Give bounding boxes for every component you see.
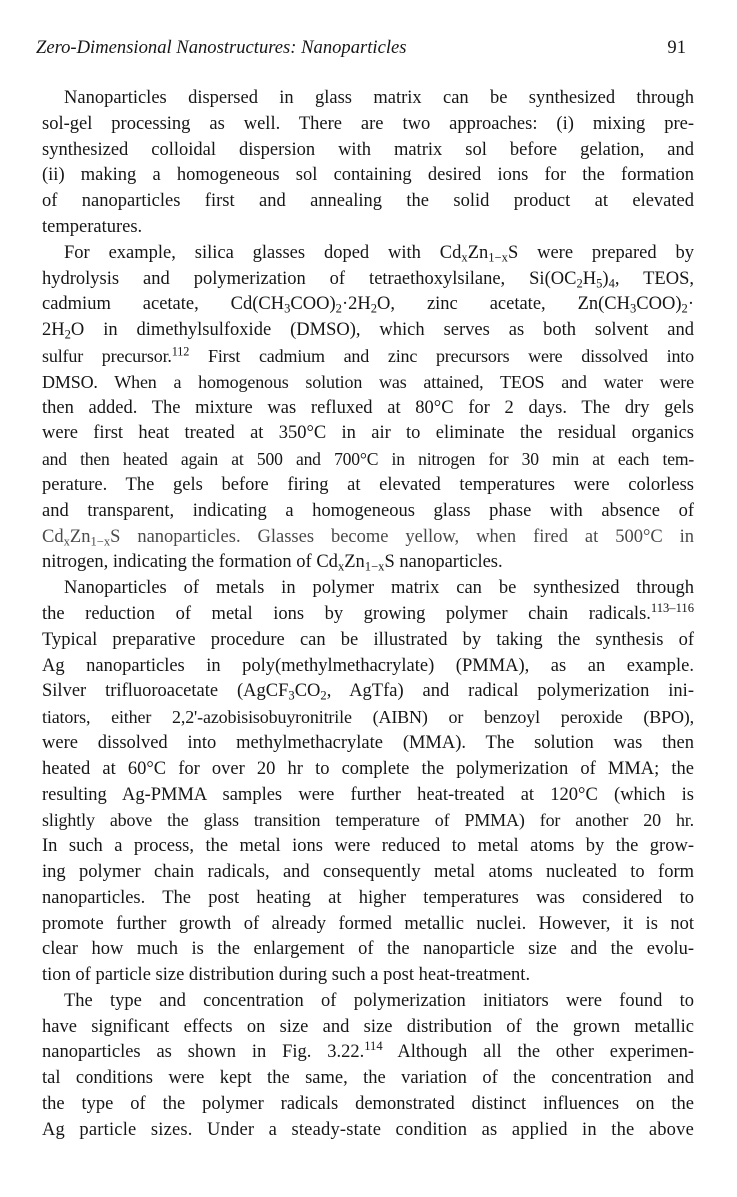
text-line: Ag particle sizes. Under a steady-state condition as applied in the above — [42, 1119, 694, 1140]
text-line: slightly above the glass transition temperature of PMMA) for another 20 hr. — [42, 810, 694, 831]
text-line: perature. The gels before firing at elevated temperatures were colorless — [42, 474, 694, 495]
text-line: have significant effects on size and size distribution of the grown metallic — [42, 1016, 694, 1037]
text-line: hydrolysis and polymerization of tetraethoxylsilane, $Si(OC_2H_5)_4$, TEOS, — [42, 268, 694, 291]
text-line: were dissolved into methylmethacrylate (MMA). The solution was then — [42, 732, 694, 753]
text-line: Nanoparticles of metals in polymer matrix can be synthesized through — [64, 578, 694, 599]
text-line: and then heated again at 500 and 700°C in nitrogen for 30 min at each tem- — [42, 449, 694, 470]
text-line: Nanoparticles dispersed in glass matrix can be synthesized through — [64, 88, 694, 108]
text-line: nanoparticles. The post heating at higher temperatures was considered to — [42, 887, 694, 908]
text-line: sol-gel processing as well. There are two approaches: (i) mixing pre- — [42, 113, 694, 134]
text-line: $2H_2O$ in dimethylsulfoxide (DMSO), which serves as both solvent and — [42, 320, 694, 342]
text-line: the reduction of metal ions by growing polymer chain radicals.$^{113-116}$ — [42, 601, 694, 624]
text-line: (ii) making a homogeneous sol containing desired ions for the formation — [42, 165, 694, 186]
text-line: clear how much is the enlargement of the nanoparticle size and the evolu- — [42, 939, 694, 960]
text-line: of nanoparticles first and annealing the solid product at elevated — [42, 191, 694, 212]
text-line: then added. The mixture was refluxed at 80°C for 2 days. The dry gels — [42, 397, 694, 418]
text-line: Typical preparative procedure can be illustrated by taking the synthesis of — [42, 629, 694, 650]
text-line: cadmium acetate, $Cd(CH_3COO)_2\cdot 2H_2O$, zinc acetate, $Zn(CH_3COO)_2\cdot$ — [42, 294, 694, 316]
text-line: nitrogen, indicating the formation of $Cd_xZn_{1-x}S$ nanoparticles. — [42, 552, 503, 574]
text-line: synthesized colloidal dispersion with matrix sol before gelation, and — [42, 139, 694, 160]
text-line: tiators, either 2,2'-azobisisobuyronitrile (AIBN) or benzoyl peroxide (BPO), — [42, 707, 694, 728]
text-line: were first heat treated at 350°C in air to eliminate the residual organics — [42, 423, 694, 444]
running-head-title: Zero-Dimensional Nanostructures: Nanoparticles — [36, 37, 407, 58]
text-line: nanoparticles as shown in Fig. 3.22.$^{114}$ Although all the other experimen- — [42, 1040, 694, 1063]
text-line: Silver trifluoroacetate ($AgCF_3CO_2$, AgTfa) and radical polymerization ini- — [42, 681, 694, 703]
text-line: temperatures. — [42, 216, 143, 237]
text-line: the type of the polymer radicals demonstrated distinct influences on the — [42, 1094, 694, 1115]
page-number: 91 — [667, 37, 686, 58]
text-line: ing polymer chain radicals, and consequently metal atoms nucleated to form — [42, 861, 694, 882]
text-line: and transparent, indicating a homogeneous glass phase with absence of — [42, 500, 694, 521]
body-text — [42, 86, 694, 1144]
running-head — [36, 37, 686, 59]
text-line: In such a process, the metal ions were reduced to metal atoms by the grow- — [42, 836, 694, 857]
text-line: DMSO. When a homogenous solution was attained, TEOS and water were — [42, 371, 694, 392]
text-line: Ag nanoparticles in poly(methylmethacrylate) (PMMA), as an example. — [42, 655, 694, 676]
text-line: For example, silica glasses doped with $Cd_xZn_{1-x}S$ were prepared by — [64, 242, 694, 265]
text-line: tal conditions were kept the same, the variation of the concentration and — [42, 1068, 694, 1089]
text-line: heated at 60°C for over 20 hr to complete the polymerization of MMA; the — [42, 758, 694, 779]
text-line: resulting Ag-PMMA samples were further heat-treated at 120°C (which is — [42, 784, 694, 805]
text-line: promote further growth of already formed metallic nuclei. However, it is not — [42, 913, 694, 934]
text-line: $Cd_xZn_{1-x}S$ nanoparticles. Glasses become yellow, when fired at 500°C in — [42, 526, 694, 549]
text-line: The type and concentration of polymerization initiators were found to — [64, 990, 694, 1011]
text-line: sulfur precursor.$^{112}$ First cadmium and zinc precursors were dissolved into — [42, 344, 694, 366]
text-line: tion of particle size distribution during such a post heat-treatment. — [42, 965, 531, 986]
